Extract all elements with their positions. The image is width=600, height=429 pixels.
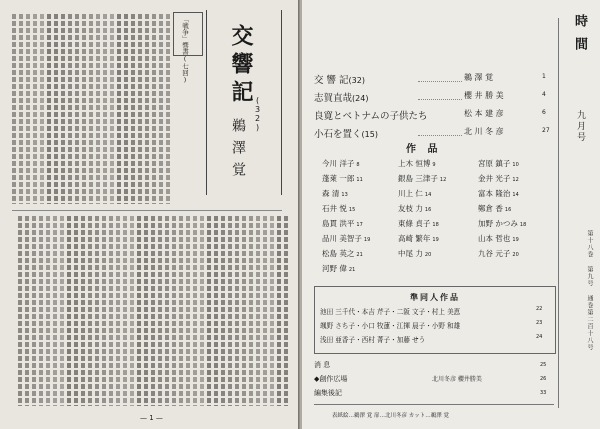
toc-row[interactable] (314, 108, 554, 122)
text-column (158, 216, 162, 406)
work-entry[interactable] (478, 233, 519, 244)
work-author: 川上 仁 (398, 189, 423, 198)
works-heading: 作 品 (406, 144, 442, 155)
text-column (145, 14, 149, 204)
misc-page: 26 (540, 376, 547, 382)
work-entry[interactable] (322, 203, 355, 214)
work-author: 中尾 力 (398, 249, 423, 258)
toc-author: 鵜 澤 覚 (464, 73, 494, 82)
toc-row[interactable] (314, 126, 554, 140)
work-entry[interactable] (478, 203, 511, 214)
misc-label: 消 息 (314, 361, 331, 369)
work-entry[interactable] (322, 248, 363, 259)
text-column (81, 216, 85, 406)
text-column (74, 216, 78, 406)
misc-label: ◆創作広場 (314, 375, 348, 383)
text-column (235, 216, 239, 406)
toc-part: (24) (352, 94, 369, 103)
text-column (137, 216, 141, 406)
work-entry[interactable] (322, 218, 363, 229)
text-column (12, 14, 16, 204)
text-column (88, 216, 92, 406)
essay-title: 交響記 (228, 24, 254, 108)
text-column (67, 216, 71, 406)
dojin-page: 24 (536, 334, 543, 340)
text-column (166, 14, 170, 204)
work-entry[interactable] (478, 218, 526, 229)
text-column (61, 14, 65, 204)
work-page: 19 (512, 237, 519, 243)
work-page: 16 (424, 207, 432, 213)
work-entry[interactable] (478, 188, 519, 199)
toc-title: 志賀直哉 (314, 93, 353, 104)
text-column (117, 14, 121, 204)
work-page: 17 (356, 222, 363, 228)
work-page: 8 (356, 162, 360, 168)
text-column (89, 14, 93, 204)
work-author: 品川 美智子 (322, 234, 362, 243)
text-column (75, 14, 79, 204)
work-page: 10 (512, 162, 519, 168)
work-author: 九谷 元子 (478, 249, 511, 258)
work-author: 鄭倉 香 (478, 204, 503, 213)
work-page: 12 (439, 177, 447, 183)
text-column (46, 216, 50, 406)
work-entry[interactable] (398, 203, 431, 214)
text-column (25, 216, 29, 406)
work-page: 16 (504, 207, 512, 213)
text-column (116, 216, 120, 406)
work-entry[interactable] (398, 218, 439, 229)
essay-part-number: (32) (253, 96, 262, 132)
leader-dots (418, 135, 462, 136)
toc-author: 北 川 冬 彦 (464, 127, 504, 136)
work-author: 松島 英之 (322, 249, 355, 258)
text-column (40, 14, 44, 204)
work-author: 河野 偉 (322, 264, 347, 273)
work-page: 21 (348, 267, 356, 273)
text-column (47, 14, 51, 204)
text-column (228, 216, 232, 406)
work-author: 宮原 鎮子 (478, 159, 511, 168)
dojin-authors: 颯野 さち子・小口 牧蓮・江揮 晨子・小野 和雄 (320, 322, 461, 330)
work-page: 13 (341, 192, 348, 198)
issue-info: 第十八巻 第九号 通巻第二百十八号 (586, 230, 593, 351)
work-entry[interactable] (398, 233, 439, 244)
work-entry[interactable] (322, 188, 348, 199)
toc-row[interactable] (314, 72, 554, 86)
work-page: 12 (512, 177, 519, 183)
text-column (151, 216, 155, 406)
work-page: 19 (363, 237, 371, 243)
toc-part: (32) (348, 76, 365, 85)
work-entry[interactable] (322, 263, 355, 274)
work-author: 島貫 洪平 (322, 219, 355, 228)
work-entry[interactable] (478, 173, 519, 184)
toc-part: (15) (361, 130, 378, 139)
page-number: — 1 — (140, 414, 163, 422)
text-column (144, 216, 148, 406)
misc-row-afterword[interactable] (314, 388, 554, 400)
toc-page: 27 (542, 127, 550, 134)
text-column (193, 216, 197, 406)
work-page: 18 (519, 222, 527, 228)
text-column (110, 14, 114, 204)
work-author: 蓬萊 一郎 (322, 174, 355, 183)
misc-page: 25 (540, 362, 547, 368)
work-entry[interactable] (322, 158, 360, 169)
work-author: 金井 光子 (478, 174, 511, 183)
misc-page: 33 (540, 390, 547, 396)
work-page: 21 (356, 252, 363, 258)
dojin-authors: 池田 三千代・本吉 芹子・二阪 文子・村上 美恵 (320, 308, 461, 316)
text-column (214, 216, 218, 406)
text-column (124, 14, 128, 204)
work-author: 東條 貞子 (398, 219, 431, 228)
dojin-heading: 準同人作品 (410, 293, 460, 302)
text-column (200, 216, 204, 406)
misc-authors: 北川冬彦 櫻井勝美 (432, 376, 482, 383)
text-column (96, 14, 100, 204)
toc-page: 1 (542, 73, 546, 80)
work-page: 19 (432, 237, 439, 243)
misc-row-plaza[interactable] (314, 374, 554, 386)
text-column (138, 14, 142, 204)
work-author: 富本 隆治 (478, 189, 511, 198)
leader-dots (418, 81, 462, 82)
dojin-line[interactable] (320, 334, 543, 344)
work-entry[interactable] (478, 248, 519, 259)
work-page: 20 (512, 252, 519, 258)
text-column (26, 14, 30, 204)
leader-dots (418, 99, 462, 100)
work-author: 山本 哲也 (478, 234, 511, 243)
work-entry[interactable] (322, 233, 370, 244)
text-column (277, 216, 281, 406)
work-page: 14 (512, 192, 519, 198)
text-column (95, 216, 99, 406)
text-column (18, 216, 22, 406)
text-column (103, 14, 107, 204)
text-column (159, 14, 163, 204)
text-column (33, 14, 37, 204)
work-page: 9 (432, 162, 436, 168)
work-entry[interactable] (322, 173, 363, 184)
text-column (263, 216, 267, 406)
toc-author: 櫻 井 勝 美 (464, 91, 504, 100)
issue-month: 九月号 (575, 110, 585, 143)
work-page: 11 (356, 177, 363, 183)
text-column (152, 14, 156, 204)
essay-author: 鵜澤覚 (230, 118, 246, 184)
work-author: 石井 悦 (322, 204, 347, 213)
text-column (53, 216, 57, 406)
text-column (123, 216, 127, 406)
text-column (179, 216, 183, 406)
dojin-page: 23 (536, 320, 543, 326)
work-author: 森 清 (322, 189, 340, 198)
work-entry[interactable] (398, 158, 436, 169)
right-page (302, 0, 600, 429)
text-column (172, 216, 176, 406)
text-column (242, 216, 246, 406)
column-divider (12, 210, 282, 211)
text-column (249, 216, 253, 406)
text-column (19, 14, 23, 204)
toc-title: 小石を置く (314, 129, 362, 140)
work-entry[interactable] (478, 158, 519, 169)
dojin-page: 22 (536, 306, 543, 312)
work-author: 加野 かつみ (478, 219, 518, 228)
misc-label: 編集後記 (314, 389, 342, 397)
text-column (109, 216, 113, 406)
toc-title: 交 響 記 (314, 75, 349, 86)
text-column (32, 216, 36, 406)
dojin-authors: 浅田 亜香子・西村 菁子・加藤 せう (320, 336, 426, 344)
work-entry[interactable] (398, 173, 446, 184)
toc-title: 良寛とベトナムの子供たち (314, 111, 428, 122)
work-author: 友枝 力 (398, 204, 423, 213)
text-column (68, 14, 72, 204)
text-column (39, 216, 43, 406)
text-column (130, 216, 134, 406)
work-page: 15 (348, 207, 356, 213)
text-column (221, 216, 225, 406)
work-page: 20 (424, 252, 432, 258)
text-column (284, 216, 288, 406)
work-author: 上木 恒博 (398, 159, 431, 168)
inset-label: 「戦争」響書(七回) (181, 16, 189, 84)
text-column (82, 14, 86, 204)
text-column (256, 216, 260, 406)
toc-author: 松 本 建 彦 (464, 109, 504, 118)
bottom-rule (314, 404, 554, 405)
work-page: 18 (432, 222, 439, 228)
toc-page: 4 (542, 91, 546, 98)
colophon: 表紙絵…鵜澤 覚 扉…北川冬彦 カット…鵜澤 覚 (332, 413, 449, 419)
work-author: 高崎 繁年 (398, 234, 431, 243)
text-column (131, 14, 135, 204)
work-entry[interactable] (398, 248, 431, 259)
text-column (207, 216, 211, 406)
text-column (102, 216, 106, 406)
work-page: 14 (424, 192, 432, 198)
text-column (165, 216, 169, 406)
toc-row[interactable] (314, 90, 554, 104)
text-column (186, 216, 190, 406)
dojin-line[interactable] (320, 306, 543, 316)
misc-row-news[interactable] (314, 360, 554, 372)
magazine-title: 時間 (572, 14, 587, 60)
work-author: 銀島 三津子 (398, 174, 438, 183)
text-column (54, 14, 58, 204)
side-rule (558, 18, 559, 408)
text-column (270, 216, 274, 406)
work-entry[interactable] (398, 188, 431, 199)
toc-page: 6 (542, 109, 546, 116)
work-author: 今川 洋子 (322, 159, 355, 168)
text-column (60, 216, 64, 406)
dojin-line[interactable] (320, 320, 543, 330)
